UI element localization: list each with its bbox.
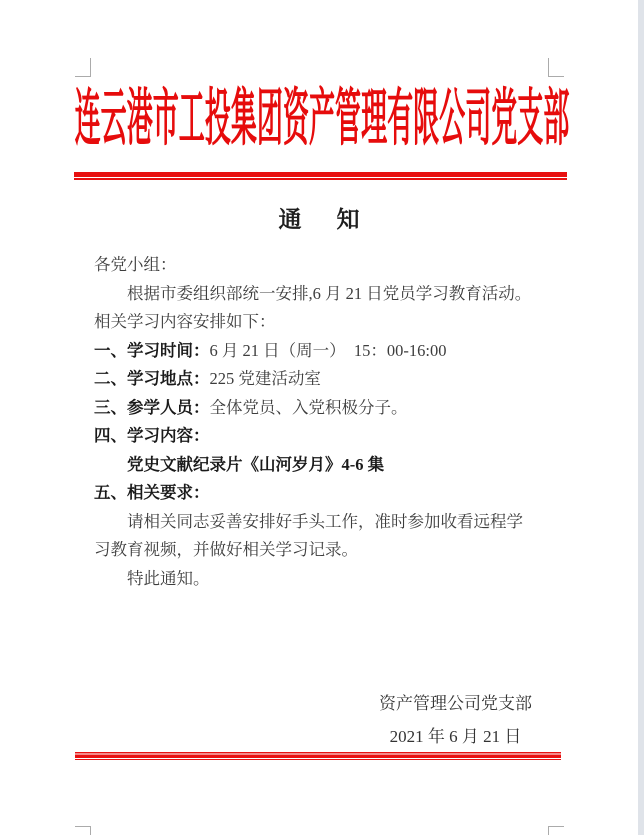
margin-mark-bottom-left bbox=[75, 826, 91, 835]
item-2-value: 225 党建活动室 bbox=[209, 369, 321, 388]
requirements-line-2: 习教育视频，并做好相关学习记录。 bbox=[94, 540, 358, 559]
item-3-value: 全体党员、入党积极分子。 bbox=[209, 397, 408, 417]
signature-date: 2021 年 6 月 21 日 bbox=[389, 727, 522, 746]
margin-mark-top-right bbox=[548, 58, 564, 77]
notice-body[interactable] bbox=[94, 251, 546, 593]
closing-line: 特此通知。 bbox=[127, 568, 210, 588]
footer-rule bbox=[75, 752, 561, 760]
item-2-label: 二、学习地点： bbox=[94, 370, 210, 388]
content-item-line: 党史文献纪录片《山河岁月》4-6 集 bbox=[127, 454, 385, 474]
requirements-line-1: 请相关同志妥善安排好手头工作，准时参加收看远程学 bbox=[127, 511, 523, 531]
item-1-label: 一、学习时间： bbox=[94, 341, 210, 360]
list-item-3 bbox=[94, 394, 546, 423]
item-3-label: 三、参学人员： bbox=[94, 398, 210, 417]
letterhead bbox=[0, 85, 644, 153]
list-item-5 bbox=[94, 479, 546, 508]
list-item-2 bbox=[94, 365, 546, 394]
signature-block bbox=[379, 687, 532, 753]
signature-org: 资产管理公司党支部 bbox=[379, 694, 532, 713]
salutation: 各党小组： bbox=[94, 255, 177, 274]
item-5-label: 五、相关要求： bbox=[94, 484, 210, 502]
intro-line-2: 相关学习内容安排如下： bbox=[94, 312, 276, 331]
letterhead-divider-rule bbox=[74, 172, 567, 180]
letterhead-org-title: 连云港市工投集团资产管理有限公司党支部 bbox=[74, 85, 570, 153]
intro-line-1: 根据市委组织部统一安排,6 月 21 日党员学习教育活动。 bbox=[127, 283, 532, 303]
margin-mark-bottom-right bbox=[548, 826, 564, 835]
item-1-value: 6 月 21 日（周一） 15：00-16:00 bbox=[209, 340, 447, 360]
margin-mark-top-left bbox=[75, 58, 91, 77]
item-4-label: 四、学习内容： bbox=[94, 427, 210, 445]
list-item-4 bbox=[94, 422, 546, 451]
notice-heading: 通 知 bbox=[278, 207, 366, 232]
list-item-1 bbox=[94, 337, 546, 366]
